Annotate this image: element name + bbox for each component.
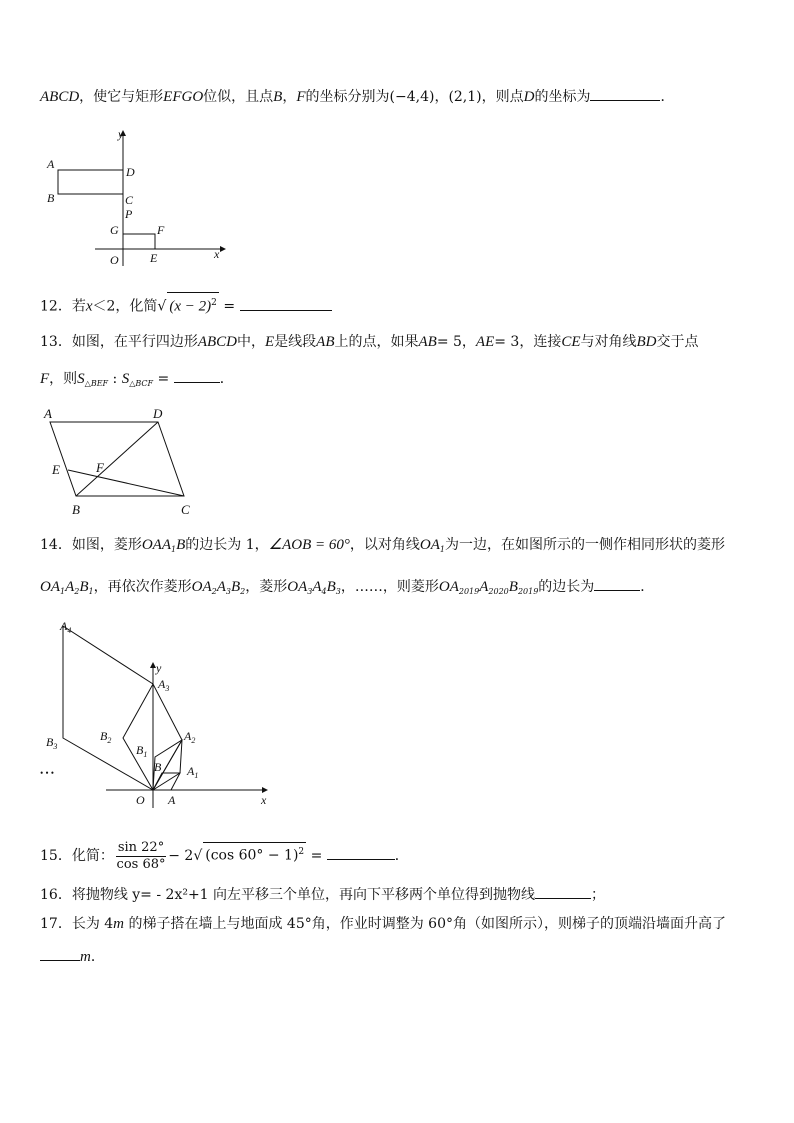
seg: A xyxy=(216,579,226,595)
q16-text xyxy=(40,884,605,905)
label-a: A xyxy=(168,793,176,807)
q11-part: ，则点 xyxy=(481,89,524,105)
q13-part: = 3，连接 xyxy=(494,334,562,350)
subscript: 2019 xyxy=(458,587,480,596)
rect-efgo-name: EFGO xyxy=(163,89,204,105)
q13-part: ，则 xyxy=(49,371,78,387)
subscript: 2020 xyxy=(488,587,509,596)
q14-part: ，菱形 xyxy=(245,579,288,595)
label-f: F xyxy=(157,223,165,237)
q14-end: ． xyxy=(640,579,655,595)
q14-part: ，……，则菱形 xyxy=(340,579,439,595)
answer-blank[interactable] xyxy=(590,86,660,101)
subscript: 1 xyxy=(439,545,445,554)
diag: OA xyxy=(419,537,440,553)
minus-two: − 2 xyxy=(168,848,194,864)
q17-part: 17．长为 4 xyxy=(40,916,114,932)
seg: OA xyxy=(438,579,459,595)
rect-abcd xyxy=(58,170,123,194)
answer-blank[interactable] xyxy=(327,845,395,860)
area-s: S xyxy=(121,371,130,387)
fraction xyxy=(116,840,166,873)
q13-part: 交于点 xyxy=(656,334,699,350)
seg: OA xyxy=(287,579,308,595)
label-p: P xyxy=(125,207,133,221)
para-name: ABCD xyxy=(197,334,237,350)
point-f: F xyxy=(296,89,306,105)
subscript: 1 xyxy=(60,587,66,596)
q14-text-1 xyxy=(40,535,725,560)
label-d: D xyxy=(126,165,135,179)
x-arrow-icon xyxy=(220,246,226,252)
q17-text-1 xyxy=(40,914,726,934)
seg-bd: BD xyxy=(636,334,657,350)
q14-text-2 xyxy=(40,576,654,602)
label-g: G xyxy=(110,223,119,237)
q13-part: 中， xyxy=(237,334,265,350)
q13-end: ． xyxy=(219,371,234,387)
seg: OA xyxy=(191,579,212,595)
seg: OA xyxy=(40,579,60,595)
q13-figure xyxy=(40,402,210,522)
point-e: E xyxy=(265,334,275,350)
q14-part: 的边长为 1， xyxy=(185,537,269,553)
q11-figure xyxy=(40,126,230,271)
equals: = xyxy=(153,371,170,387)
subscript: 2 xyxy=(240,587,246,596)
var-x: x xyxy=(85,298,93,315)
label-b: B xyxy=(154,760,162,774)
rect-abcd-name: ABCD xyxy=(40,89,80,105)
q11-sep: ， xyxy=(434,89,449,105)
q14-figure xyxy=(36,614,286,814)
seg: B xyxy=(508,579,518,595)
label-e: E xyxy=(150,251,158,265)
label-a1: $A_1$ xyxy=(187,764,199,780)
q13-text-2 xyxy=(40,368,234,394)
q13-part: 上的点，如果 xyxy=(334,334,419,350)
unit-m: m xyxy=(113,916,125,932)
angle: ∠AOB = 60° xyxy=(268,537,350,553)
q13-text-1 xyxy=(40,332,699,352)
ellipsis: • • • xyxy=(40,768,54,778)
ratio-colon: : xyxy=(108,371,122,387)
numerator: sin 22° xyxy=(117,839,165,855)
seg-ab: AB xyxy=(418,334,437,350)
seg-ce: CE xyxy=(561,334,581,350)
equals: = xyxy=(306,848,323,864)
q13-part: 与对角线 xyxy=(580,334,637,350)
label-a4: $A_4$ xyxy=(60,619,72,635)
exponent: 2 xyxy=(211,298,217,308)
sqrt-expr: (x − 2) xyxy=(169,298,212,315)
subscript: 2019 xyxy=(517,587,539,596)
q11-part: ，使它与矩形 xyxy=(79,89,164,105)
q11-part: 的坐标为 xyxy=(534,89,591,105)
label-f: F xyxy=(96,460,104,475)
q15-text xyxy=(40,838,409,874)
q17-part: 的梯子搭在墙上与地面成 45°角，作业时调整为 60°角（如图所示），则梯子的顶端沿墙面升高了 xyxy=(124,916,726,932)
q12-condition: ＜2，化简 xyxy=(92,298,158,315)
label-d: D xyxy=(153,406,163,421)
q15-number: 15．化简： xyxy=(40,848,114,864)
label-x: x xyxy=(261,793,267,807)
q13-part: 是线段 xyxy=(274,334,317,350)
subscript: 3 xyxy=(335,587,341,596)
seg: A xyxy=(312,579,322,595)
label-o: O xyxy=(110,253,119,267)
label-b1: $B_1$ xyxy=(136,743,148,759)
q12-text xyxy=(40,292,332,317)
label-o: O xyxy=(136,793,145,807)
area-sub: △BEF xyxy=(84,379,109,388)
subscript: 3 xyxy=(225,587,231,596)
seg: B xyxy=(230,579,241,595)
denominator: cos 68° xyxy=(116,856,166,872)
q16-body: 16．将抛物线 y= - 2x²+1 向左平移三个单位，再向下平移两个单位得到抛物线 xyxy=(40,887,536,903)
subscript: 2 xyxy=(74,587,80,596)
q13-part: = 5， xyxy=(436,334,476,350)
coord-b: (−4,4) xyxy=(389,89,435,105)
subscript: 1 xyxy=(88,587,94,596)
exponent: 2 xyxy=(298,847,305,858)
q11-end: ． xyxy=(660,89,675,105)
sqrt-expr: (cos 60° − 1) xyxy=(205,848,299,864)
area-s: S xyxy=(77,371,85,387)
label-c: C xyxy=(125,193,134,207)
label-y: y xyxy=(118,127,124,141)
q14-part: ，以对角线 xyxy=(349,537,420,553)
equals: = xyxy=(223,298,236,315)
q16-end: ； xyxy=(591,887,606,903)
sqrt-sign: √ xyxy=(157,298,167,315)
label-a3: $A_3$ xyxy=(158,677,170,693)
q11-text xyxy=(40,86,674,107)
q17-end: ． xyxy=(90,949,105,965)
subscript: 2 xyxy=(211,587,217,596)
subscript: 3 xyxy=(307,587,313,596)
rect-efgo xyxy=(123,234,155,249)
label-e: E xyxy=(52,462,60,477)
answer-blank[interactable] xyxy=(174,368,220,383)
point-d: D xyxy=(523,89,535,105)
q14-part: 14．如图，菱形 xyxy=(40,537,142,553)
q14-part: 的边长为 xyxy=(538,579,595,595)
q11-part: 的坐标分别为 xyxy=(305,89,390,105)
q17-text-2 xyxy=(40,946,105,967)
q13-part: 13．如图，在平行四边形 xyxy=(40,334,198,350)
rhombus-name: B xyxy=(176,537,186,553)
q14-part: ，再依次作菱形 xyxy=(93,579,192,595)
answer-blank[interactable] xyxy=(594,576,640,591)
subscript: 1 xyxy=(171,545,177,554)
area-sub: △BCF xyxy=(129,379,154,388)
point-b: B xyxy=(273,89,283,105)
sqrt-sign: √ xyxy=(193,848,203,864)
answer-blank[interactable] xyxy=(40,946,80,961)
seg: A xyxy=(65,579,75,595)
unit-m: m xyxy=(80,949,91,965)
point-f: F xyxy=(40,371,50,387)
seg: A xyxy=(479,579,489,595)
rhombus-name: OAA xyxy=(141,537,171,553)
label-b: B xyxy=(72,502,80,517)
answer-blank[interactable] xyxy=(535,884,591,899)
answer-blank[interactable] xyxy=(240,296,332,311)
label-a: A xyxy=(44,406,52,421)
sqrt-body xyxy=(203,842,306,865)
seg: B xyxy=(79,579,89,595)
q15-end: ． xyxy=(394,848,409,864)
q11-part: 位似，且点 xyxy=(203,89,274,105)
seg-ab: AB xyxy=(316,334,335,350)
q11-sep: ， xyxy=(282,89,297,105)
label-b2: $B_2$ xyxy=(100,729,112,745)
seg-ae: AE xyxy=(475,334,495,350)
q14-part: 为一边，在如图所示的一侧作相同形状的菱形 xyxy=(444,537,725,553)
q12-number: 12．若 xyxy=(40,298,86,315)
sqrt-body xyxy=(167,292,219,317)
label-b: B xyxy=(47,191,55,205)
segment-ce xyxy=(68,470,184,496)
label-c: C xyxy=(181,502,190,517)
coord-f: (2,1) xyxy=(448,89,482,105)
subscript: 4 xyxy=(321,587,327,596)
seg: B xyxy=(326,579,336,595)
label-a: A xyxy=(47,157,55,171)
label-b3: $B_3$ xyxy=(46,735,58,751)
diagonal-bd xyxy=(76,422,158,496)
label-x: x xyxy=(214,247,220,261)
label-a2: $A_2$ xyxy=(184,729,196,745)
label-y: y xyxy=(156,661,162,675)
